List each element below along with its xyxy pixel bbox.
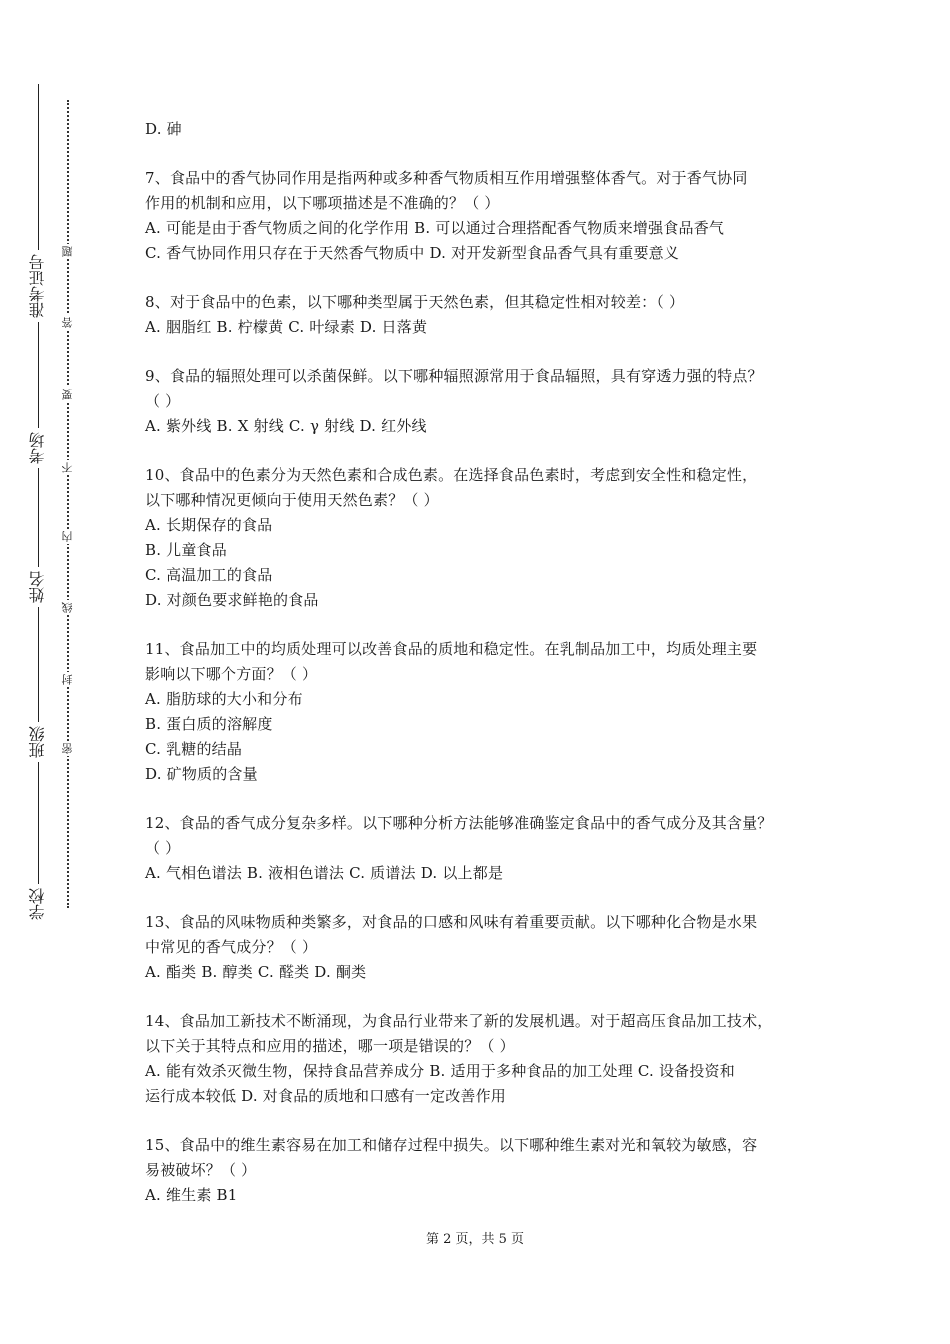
option-line: A. 气相色谱法 B. 液相色谱法 C. 质谱法 D. 以上都是 xyxy=(145,864,504,882)
option-a: A. 脂肪球的大小和分布 xyxy=(145,690,303,708)
label-admission-number: 准考证号 xyxy=(24,250,52,322)
seal-char: 要 xyxy=(61,389,74,400)
option-line: A. 紫外线 B. X 射线 C. γ 射线 D. 红外线 xyxy=(145,417,427,435)
question-stem: 14、食品加工新技术不断涌现，为食品行业带来了新的发展机遇。对于超高压食品加工技术， xyxy=(145,1012,773,1030)
binding-solid-line xyxy=(38,84,39,914)
question-list xyxy=(145,117,815,1208)
option-line: A. 能有效杀灭微生物，保持食品营养成分 B. 适用于多种食品的加工处理 C. 设备投资和 xyxy=(145,1062,735,1080)
question-7 xyxy=(145,166,815,266)
option-line: A. 酯类 B. 醇类 C. 醛类 D. 酮类 xyxy=(145,963,367,981)
page-number: 第 2 页，共 5 页 xyxy=(425,1232,525,1247)
seal-char: 答 xyxy=(61,317,74,328)
label-class: 班级 xyxy=(24,722,52,762)
option-a: A. 长期保存的食品 xyxy=(145,516,273,534)
option-b: B. 儿童食品 xyxy=(145,541,227,559)
option-line: D. 砷 xyxy=(145,120,182,138)
seal-char: 内 xyxy=(61,531,74,542)
option-d: D. 对颜色要求鲜艳的食品 xyxy=(145,591,319,609)
question-stem: 作用的机制和应用，以下哪项描述是不准确的？（ ） xyxy=(145,194,500,212)
question-stem: 影响以下哪个方面？（ ） xyxy=(145,665,318,683)
option-line: A. 胭脂红 B. 柠檬黄 C. 叶绿素 D. 日落黄 xyxy=(145,318,428,336)
question-stem: 12、食品的香气成分复杂多样。以下哪种分析方法能够准确鉴定食品中的香气成分及其含量？ xyxy=(145,814,773,832)
label-exam-room: 考场 xyxy=(24,428,52,468)
question-11 xyxy=(145,637,815,787)
question-stem: 15、食品中的维生素容易在加工和储存过程中损失。以下哪种维生素对光和氧较为敏感，容 xyxy=(145,1136,758,1154)
question-stem: 以下哪种情况更倾向于使用天然色素？（ ） xyxy=(145,491,439,509)
question-stem: （ ） xyxy=(145,392,181,410)
question-stem: 7、食品中的香气协同作用是指两种或多种香气物质相互作用增强整体香气。对于香气协同 xyxy=(145,169,748,187)
question-14 xyxy=(145,1009,815,1109)
question-stem: 中常见的香气成分？（ ） xyxy=(145,938,318,956)
question-stem: （ ） xyxy=(145,839,181,857)
question-stem: 8、对于食品中的色素，以下哪种类型属于天然色素，但其稳定性相对较差：（ ） xyxy=(145,293,685,311)
question-stem: 13、食品的风味物质种类繁多，对食品的口感和风味有着重要贡献。以下哪种化合物是水果 xyxy=(145,913,758,931)
question-15 xyxy=(145,1133,815,1208)
seal-char: 题 xyxy=(61,246,74,257)
label-name: 姓名 xyxy=(24,567,52,607)
question-stem: 易被破坏？（ ） xyxy=(145,1161,257,1179)
seal-char: 密 xyxy=(61,743,74,754)
option-line: 运行成本较低 D. 对食品的质地和口感有一定改善作用 xyxy=(145,1087,506,1105)
option-c: C. 乳糖的结晶 xyxy=(145,740,243,758)
seal-char: 不 xyxy=(61,462,74,473)
option-c: C. 高温加工的食品 xyxy=(145,566,273,584)
question-6-tail xyxy=(145,117,815,142)
question-13 xyxy=(145,910,815,985)
option-a: A. 维生素 B1 xyxy=(145,1186,238,1204)
seal-char: 封 xyxy=(61,674,74,685)
option-line: C. 香气协同作用只存在于天然香气物质中 D. 对开发新型食品香气具有重要意义 xyxy=(145,244,680,262)
question-stem: 9、食品的辐照处理可以杀菌保鲜。以下哪种辐照源常用于食品辐照，具有穿透力强的特点？ xyxy=(145,367,763,385)
question-stem: 10、食品中的色素分为天然色素和合成色素。在选择食品色素时，考虑到安全性和稳定性， xyxy=(145,466,758,484)
binding-margin xyxy=(0,0,110,1344)
question-stem: 11、食品加工中的均质处理可以改善食品的质地和稳定性。在乳制品加工中，均质处理主要 xyxy=(145,640,758,658)
seal-dotted-line xyxy=(67,100,69,908)
label-school: 学校 xyxy=(24,884,52,924)
seal-char: 线 xyxy=(61,602,74,613)
option-d: D. 矿物质的含量 xyxy=(145,765,258,783)
question-10 xyxy=(145,463,815,613)
option-line: A. 可能是由于香气物质之间的化学作用 B. 可以通过合理搭配香气物质来增强食品香气 xyxy=(145,219,725,237)
question-8 xyxy=(145,290,815,340)
question-9 xyxy=(145,364,815,439)
question-stem: 以下关于其特点和应用的描述，哪一项是错误的？（ ） xyxy=(145,1037,515,1055)
option-b: B. 蛋白质的溶解度 xyxy=(145,715,273,733)
question-12 xyxy=(145,811,815,886)
